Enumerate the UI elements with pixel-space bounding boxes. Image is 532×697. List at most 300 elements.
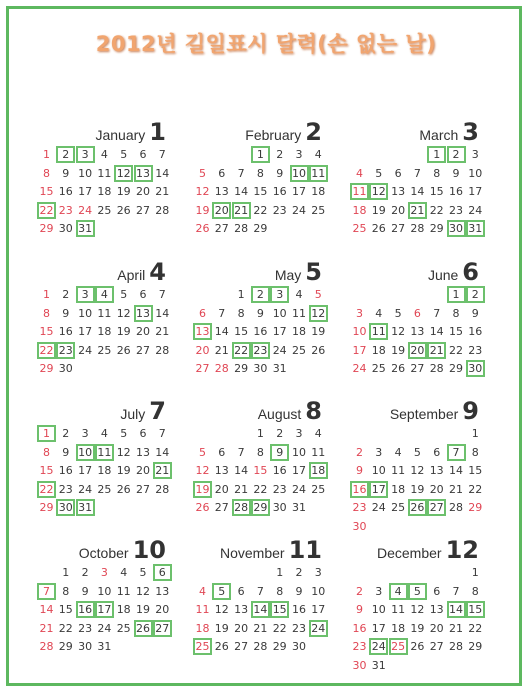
day-cell: 21	[234, 482, 249, 496]
day-cell: 5	[314, 288, 322, 301]
day-cell: 16	[272, 464, 287, 477]
day-cell: 30	[447, 220, 466, 237]
day-cell: 20	[212, 202, 231, 219]
day-cell: 12	[410, 603, 425, 616]
day-cell: 12	[391, 325, 406, 338]
day-cell: 30	[272, 501, 287, 514]
day-cell: 9	[81, 584, 89, 598]
day-cell: 24	[292, 203, 306, 217]
day-cell: 7	[413, 166, 421, 180]
day-cell: 23	[56, 342, 75, 359]
day-cell: 17	[311, 603, 326, 616]
day-cell: 15	[270, 601, 289, 618]
day-cell: 17	[292, 185, 306, 198]
month-number: 3	[462, 118, 479, 146]
day-cell: 21	[427, 342, 446, 359]
day-cell: 5	[120, 288, 128, 301]
day-cell: 13	[134, 165, 153, 182]
day-cell: 29	[234, 362, 249, 375]
day-cell: 9	[62, 306, 70, 320]
day-cell: 2	[62, 288, 70, 301]
day-cell: 6	[153, 564, 172, 581]
day-cell: 21	[253, 621, 268, 635]
day-cell: 16	[350, 481, 369, 498]
day-cell: 22	[272, 621, 287, 635]
day-cell: 17	[468, 185, 483, 198]
day-cell: 11	[391, 603, 406, 616]
day-cell: 11	[97, 306, 112, 320]
day-cell: 1	[427, 146, 446, 163]
day-cell: 19	[410, 482, 425, 496]
day-cell: 9	[62, 166, 70, 180]
day-cell: 13	[214, 464, 229, 477]
day-cell: 30	[78, 640, 93, 653]
day-cell: 7	[158, 148, 166, 161]
day-cell: 23	[352, 640, 367, 653]
day-cell: 13	[155, 584, 170, 598]
day-cell: 17	[95, 601, 114, 618]
day-cell: 8	[433, 166, 441, 180]
day-cell: 20	[429, 621, 444, 635]
day-cell: 5	[199, 445, 206, 459]
day-cell: 6	[433, 584, 441, 598]
day-cell: 10	[468, 166, 483, 180]
day-cell: 2	[56, 146, 75, 163]
day-cell: 16	[468, 325, 483, 338]
day-cell: 12	[369, 183, 388, 200]
day-cell: 11	[195, 603, 210, 616]
day-cell: 28	[449, 501, 463, 514]
month-header	[390, 397, 479, 425]
day-cell: 14	[234, 464, 249, 477]
day-cell: 14	[155, 166, 170, 180]
day-cell: 6	[433, 445, 441, 459]
day-cell: 11	[97, 166, 112, 180]
day-cell: 15	[39, 464, 54, 477]
day-cell: 10	[352, 325, 367, 338]
day-cell: 29	[251, 499, 270, 516]
day-cell: 1	[237, 288, 245, 301]
month-name: July	[120, 406, 146, 422]
day-cell: 18	[116, 603, 131, 616]
day-cell: 2	[295, 566, 303, 579]
day-cell: 4	[389, 583, 408, 600]
month-january	[37, 118, 172, 238]
day-cell: 18	[97, 185, 112, 198]
day-cell: 4	[295, 288, 303, 301]
day-cell: 10	[292, 445, 306, 459]
day-cell: 9	[256, 306, 264, 320]
month-header	[428, 258, 479, 286]
day-cell: 31	[272, 362, 287, 375]
day-cell: 3	[375, 445, 383, 459]
day-cell: 22	[468, 621, 483, 635]
day-cell: 28	[155, 343, 170, 357]
day-cell: 26	[391, 362, 406, 375]
day-cell: 13	[234, 603, 249, 616]
day-cell: 11	[95, 444, 114, 461]
day-cell: 7	[158, 288, 166, 301]
day-cell: 29	[272, 640, 287, 653]
day-cell: 24	[369, 638, 388, 655]
day-cell: 3	[76, 146, 95, 163]
day-cell: 25	[193, 638, 212, 655]
day-cell: 6	[139, 427, 147, 440]
day-cell: 17	[272, 325, 287, 338]
day-cell: 23	[58, 203, 73, 217]
day-cell: 8	[256, 445, 264, 459]
day-cell: 3	[76, 286, 95, 303]
day-cell: 3	[356, 306, 363, 320]
day-cell: 18	[97, 464, 112, 477]
day-cell: 6	[139, 288, 147, 301]
month-may	[193, 258, 328, 378]
day-cell: 1	[43, 288, 50, 301]
day-cell: 12	[214, 603, 229, 616]
day-cell: 20	[408, 342, 427, 359]
day-cell: 28	[39, 640, 54, 653]
month-number: 2	[305, 118, 322, 146]
day-cell: 23	[352, 501, 367, 514]
day-cell: 11	[116, 584, 131, 598]
day-cell: 15	[58, 603, 73, 616]
day-cell: 24	[309, 620, 328, 637]
day-cell: 22	[232, 342, 251, 359]
day-cell: 9	[62, 445, 70, 459]
day-cell: 25	[97, 482, 112, 496]
day-cell: 29	[253, 222, 268, 235]
day-cell: 26	[195, 501, 210, 514]
day-cell: 20	[195, 343, 210, 357]
day-cell: 2	[466, 286, 485, 303]
day-cell: 16	[253, 325, 268, 338]
month-number: 4	[149, 258, 166, 286]
day-cell: 14	[447, 601, 466, 618]
day-cell: 29	[39, 501, 54, 514]
day-cell: 15	[468, 464, 483, 477]
day-cell: 24	[468, 203, 483, 217]
day-cell: 1	[251, 146, 270, 163]
day-cell: 5	[139, 566, 147, 579]
day-cell: 15	[466, 601, 485, 618]
month-header	[258, 397, 322, 425]
day-cell: 24	[352, 362, 367, 375]
month-name: April	[117, 267, 146, 283]
day-cell: 18	[391, 621, 406, 635]
day-cell: 18	[97, 325, 112, 338]
day-cell: 19	[116, 185, 131, 198]
day-cell: 20	[136, 325, 150, 338]
day-cell: 4	[199, 584, 206, 598]
day-cell: 12	[410, 464, 425, 477]
day-cell: 27	[410, 362, 425, 375]
month-number: 12	[445, 536, 479, 564]
day-cell: 19	[410, 621, 425, 635]
day-cell: 21	[449, 482, 463, 496]
day-cell: 16	[292, 603, 306, 616]
month-july	[37, 397, 172, 517]
day-cell: 8	[62, 584, 70, 598]
day-cell: 3	[81, 427, 89, 440]
day-cell: 29	[468, 640, 483, 653]
day-cell: 21	[214, 343, 229, 357]
day-cell: 21	[232, 202, 251, 219]
day-cell: 26	[311, 343, 326, 357]
month-march	[350, 118, 485, 238]
month-header	[419, 118, 479, 146]
month-june	[350, 258, 485, 378]
day-cell: 24	[371, 501, 386, 514]
day-cell: 16	[76, 601, 95, 618]
day-cell: 31	[371, 658, 386, 672]
day-cell: 22	[253, 482, 268, 496]
day-cell: 20	[155, 603, 170, 616]
day-cell: 24	[272, 343, 287, 357]
day-cell: 13	[410, 325, 425, 338]
day-cell: 26	[410, 640, 425, 653]
day-cell: 28	[253, 640, 268, 653]
day-cell: 20	[214, 482, 229, 496]
month-header	[377, 536, 479, 564]
day-cell: 18	[309, 462, 328, 479]
day-cell: 20	[391, 203, 406, 217]
day-cell: 17	[371, 621, 386, 635]
day-cell: 15	[449, 325, 463, 338]
day-cell: 4	[356, 166, 363, 180]
day-cell: 5	[394, 306, 402, 320]
day-cell: 5	[120, 148, 128, 161]
day-cell: 23	[272, 482, 287, 496]
day-cell: 27	[136, 482, 150, 496]
day-cell: 30	[466, 360, 485, 377]
day-cell: 10	[290, 165, 309, 182]
day-cell: 2	[356, 584, 363, 598]
day-cell: 22	[449, 343, 463, 357]
day-cell: 23	[78, 621, 93, 635]
day-cell: 14	[234, 185, 249, 198]
day-cell: 27	[391, 222, 406, 235]
day-cell: 25	[116, 621, 131, 635]
day-cell: 18	[292, 325, 306, 338]
day-cell: 26	[371, 222, 386, 235]
day-cell: 3	[375, 584, 383, 598]
day-cell: 24	[292, 482, 306, 496]
day-cell: 22	[58, 621, 73, 635]
day-cell: 13	[214, 185, 229, 198]
day-cell: 28	[234, 222, 249, 235]
day-cell: 29	[429, 222, 444, 235]
day-cell: 18	[352, 203, 367, 217]
day-cell: 19	[391, 343, 406, 357]
day-cell: 24	[78, 343, 93, 357]
day-cell: 17	[78, 185, 93, 198]
day-cell: 22	[429, 203, 444, 217]
month-september	[350, 397, 485, 533]
day-cell: 14	[155, 306, 170, 320]
day-cell: 17	[352, 343, 367, 357]
day-cell: 1	[62, 566, 70, 579]
day-cell: 26	[116, 482, 131, 496]
day-cell: 30	[56, 499, 75, 516]
day-cell: 4	[314, 427, 322, 440]
month-header	[220, 536, 322, 564]
day-cell: 1	[37, 425, 56, 442]
month-number: 10	[132, 536, 166, 564]
day-cell: 28	[232, 499, 251, 516]
day-cell: 19	[195, 203, 210, 217]
day-cell: 4	[100, 427, 108, 440]
day-cell: 19	[116, 464, 131, 477]
day-cell: 13	[429, 603, 444, 616]
day-cell: 3	[471, 148, 479, 161]
day-cell: 23	[272, 203, 287, 217]
day-cell: 8	[43, 166, 50, 180]
day-cell: 22	[37, 481, 56, 498]
day-cell: 27	[153, 620, 172, 637]
month-header	[245, 118, 322, 146]
month-name: May	[274, 267, 302, 283]
day-cell: 19	[136, 603, 150, 616]
day-cell: 12	[136, 584, 150, 598]
day-cell: 23	[251, 342, 270, 359]
month-name: October	[78, 545, 129, 561]
day-cell: 29	[58, 640, 73, 653]
day-cell: 16	[352, 621, 367, 635]
day-cell: 6	[218, 445, 226, 459]
day-cell: 26	[116, 343, 131, 357]
day-cell: 13	[391, 185, 406, 198]
day-cell: 29	[39, 362, 54, 375]
month-name: December	[377, 545, 442, 561]
day-cell: 10	[76, 444, 95, 461]
day-cell: 7	[452, 584, 460, 598]
day-cell: 25	[389, 638, 408, 655]
day-cell: 16	[449, 185, 463, 198]
day-cell: 10	[78, 306, 93, 320]
month-number: 11	[288, 536, 322, 564]
day-cell: 1	[447, 286, 466, 303]
day-cell: 25	[292, 343, 306, 357]
day-cell: 7	[158, 427, 166, 440]
day-cell: 21	[408, 202, 427, 219]
day-cell: 17	[292, 464, 306, 477]
day-cell: 31	[97, 640, 112, 653]
day-cell: 8	[256, 166, 264, 180]
month-name: February	[245, 127, 302, 143]
day-cell: 20	[234, 621, 249, 635]
day-cell: 3	[314, 566, 322, 579]
day-cell: 25	[311, 482, 326, 496]
day-cell: 23	[468, 343, 483, 357]
day-cell: 30	[253, 362, 268, 375]
day-cell: 14	[449, 464, 463, 477]
day-cell: 15	[234, 325, 249, 338]
day-cell: 9	[356, 603, 363, 616]
month-header	[275, 258, 322, 286]
day-cell: 4	[100, 148, 108, 161]
month-header	[95, 118, 166, 146]
day-cell: 22	[37, 202, 56, 219]
month-number: 6	[462, 258, 479, 286]
day-cell: 28	[155, 203, 170, 217]
month-october	[37, 536, 172, 656]
day-cell: 13	[429, 464, 444, 477]
day-cell: 10	[311, 584, 326, 598]
day-cell: 17	[369, 481, 388, 498]
day-cell: 31	[292, 501, 306, 514]
day-cell: 27	[234, 640, 249, 653]
day-cell: 22	[253, 203, 268, 217]
day-cell: 14	[39, 603, 54, 616]
day-cell: 5	[120, 427, 128, 440]
day-cell: 6	[394, 166, 402, 180]
day-cell: 26	[134, 620, 153, 637]
month-number: 8	[305, 397, 322, 425]
day-cell: 19	[311, 325, 326, 338]
day-cell: 4	[375, 306, 383, 320]
day-cell: 8	[43, 306, 50, 320]
day-cell: 18	[311, 185, 326, 198]
day-cell: 25	[97, 203, 112, 217]
day-cell: 2	[81, 566, 89, 579]
day-cell: 30	[292, 640, 306, 653]
day-cell: 12	[114, 165, 133, 182]
day-cell: 15	[39, 325, 54, 338]
day-cell: 5	[408, 583, 427, 600]
day-cell: 25	[352, 222, 367, 235]
day-cell: 29	[39, 222, 54, 235]
day-cell: 26	[408, 499, 427, 516]
day-cell: 2	[276, 148, 284, 161]
day-cell: 26	[214, 640, 229, 653]
day-cell: 12	[195, 464, 210, 477]
day-cell: 13	[136, 445, 150, 459]
day-cell: 15	[253, 464, 268, 477]
day-cell: 18	[371, 343, 386, 357]
month-name: March	[419, 127, 459, 143]
day-cell: 19	[193, 481, 212, 498]
day-cell: 10	[371, 464, 386, 477]
day-cell: 27	[195, 362, 210, 375]
day-cell: 27	[214, 222, 229, 235]
day-cell: 19	[116, 325, 131, 338]
day-cell: 15	[429, 185, 444, 198]
day-cell: 4	[314, 148, 322, 161]
day-cell: 7	[218, 306, 226, 320]
day-cell: 7	[237, 445, 245, 459]
day-cell: 29	[468, 501, 483, 514]
day-cell: 6	[413, 306, 421, 320]
day-cell: 29	[449, 362, 463, 375]
day-cell: 30	[352, 519, 367, 533]
month-february	[193, 118, 328, 238]
day-cell: 16	[58, 185, 73, 198]
month-august	[193, 397, 328, 517]
month-header	[120, 397, 166, 425]
day-cell: 27	[136, 343, 150, 357]
day-cell: 6	[199, 306, 206, 320]
day-cell: 5	[375, 166, 383, 180]
day-cell: 7	[433, 306, 441, 320]
month-name: September	[389, 406, 459, 422]
day-cell: 21	[153, 462, 172, 479]
day-cell: 7	[256, 584, 264, 598]
day-cell: 12	[195, 185, 210, 198]
day-cell: 3	[270, 286, 289, 303]
month-number: 9	[462, 397, 479, 425]
day-cell: 3	[295, 427, 303, 440]
day-cell: 21	[155, 185, 170, 198]
